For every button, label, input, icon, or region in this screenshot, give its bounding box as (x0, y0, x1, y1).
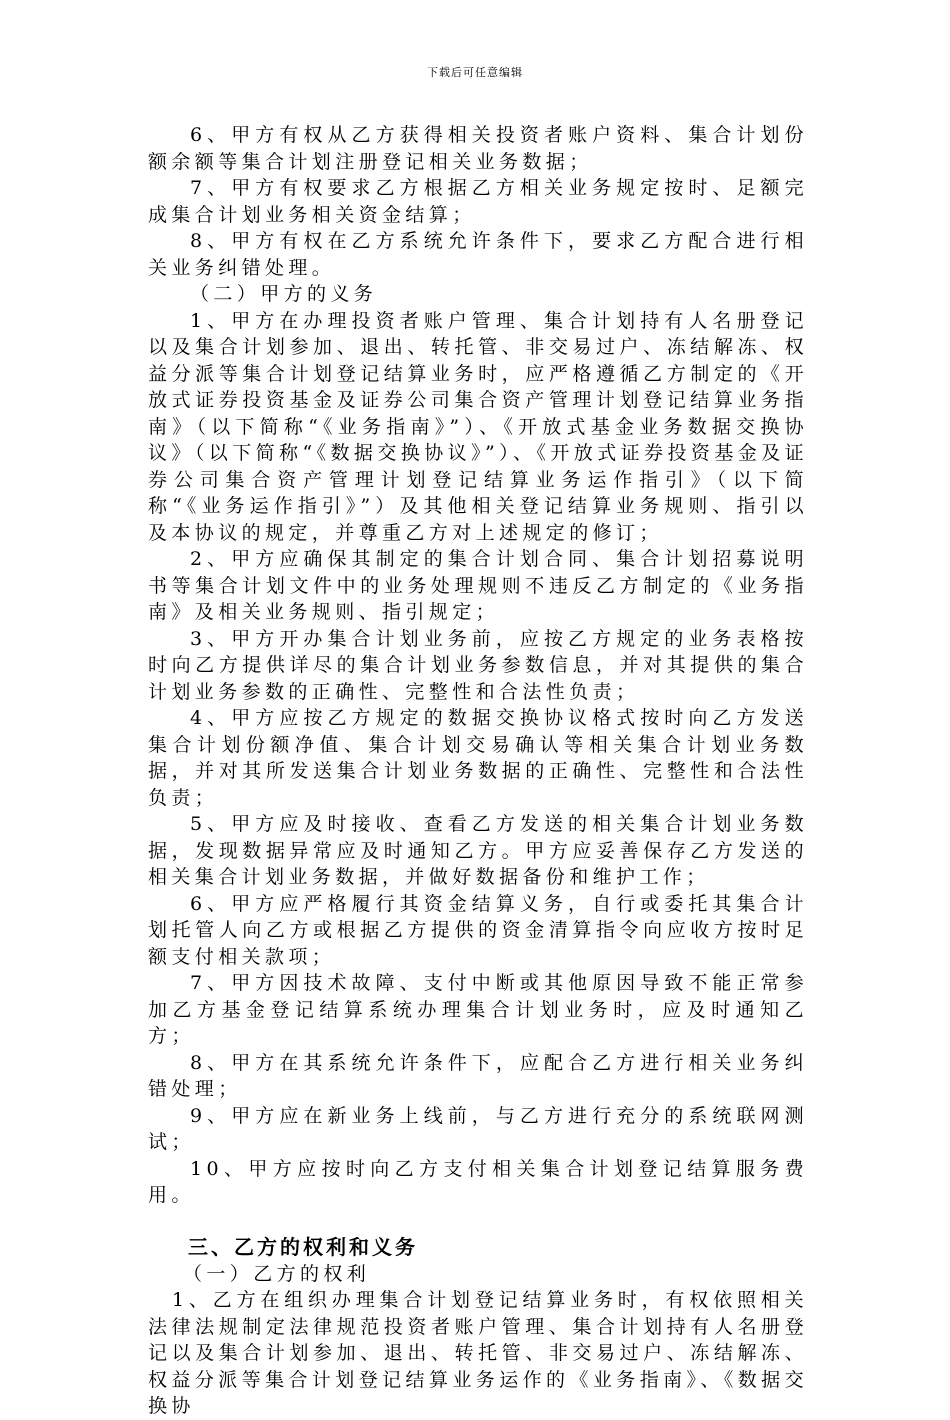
paragraph-right-6: 6、甲方有权从乙方获得相关投资者账户资料、集合计划份额余额等集合计划注册登记相关业务数据； (148, 124, 808, 173)
obligation-5: 5、甲方应及时接收、查看乙方发送的相关集合计划业务数据，发现数据异常应及时通知乙方。甲方应妥善保存乙方发送的相关集合计划业务数据，并做好数据备份和维护工作； (148, 813, 808, 888)
obligation-6: 6、甲方应严格履行其资金结算义务，自行或委托其集合计划托管人向乙方或根据乙方提供的资金清算指令向应收方按时足额支付相关款项； (148, 892, 808, 968)
obligation-3: 3、甲方开办集合计划业务前，应按乙方规定的业务表格按时向乙方提供详尽的集合计划业务参数信息，并对其提供的集合计划业务参数的正确性、完整性和合法性负责； (148, 627, 808, 703)
obligation-9: 9、甲方应在新业务上线前，与乙方进行充分的系统联网测试； (148, 1104, 808, 1153)
obligation-10: 10、甲方应按时向乙方支付相关集合计划登记结算服务费用。 (148, 1157, 808, 1206)
obligation-4: 4、甲方应按乙方规定的数据交换协议格式按时向乙方发送集合计划份额净值、集合计划交易确认等相关集合计划业务数据，并对其所发送集合计划业务数据的正确性、完整性和合法性负责； (148, 707, 808, 809)
paragraph-right-7: 7、甲方有权要求乙方根据乙方相关业务规定按时、足额完成集合计划业务相关资金结算； (148, 177, 808, 226)
obligation-2: 2、甲方应确保其制定的集合计划合同、集合计划招募说明书等集合计划文件中的业务处理规则不违反乙方制定的《业务指南》及相关业务规则、指引规定； (148, 548, 808, 623)
section-heading: 三、乙方的权利和义务 (188, 1234, 418, 1259)
party-b-right-1: 1、乙方在组织办理集合计划登记结算业务时，有权依照相关法律法规制定法律规范投资者账户管理、集合计划持有人名册登记以及集合计划参加、退出、转托管、非交易过户、冻结解冻、权益分派等集合计划登记结算业务运作的《业务指南》、《数据交换协 (148, 1289, 808, 1417)
page-header: 下载后可任意编辑 (427, 66, 523, 79)
subheading-party-a-obligations: （二）甲方的义务 (190, 283, 378, 305)
subheading-party-b-rights: （一）乙方的权利 (183, 1262, 371, 1285)
paragraph-right-8: 8、甲方有权在乙方系统允许条件下，要求乙方配合进行相关业务纠错处理。 (148, 230, 808, 279)
obligation-8: 8、甲方在其系统允许条件下，应配合乙方进行相关业务纠错处理； (148, 1051, 808, 1100)
obligation-1: 1、甲方在办理投资者账户管理、集合计划持有人名册登记以及集合计划参加、退出、转托管、非交易过户、冻结解冻、权益分派等集合计划登记结算业务时，应严格遵循乙方制定的《开放式证券投资基金及证券公司集合资产管理计划登记结算业务指南》（以下简称“《业务指南》”）、《开放式基金业务数据交换协议》（以下简称“《数据交换协议》”）、《开放式证券投资基金及证券公司集合资产管理计划登记结算业务运作指引》（以下简称“《业务运作指引》”）及其他相关登记结算业务规则、指引以及本协议的规定，并尊重乙方对上述规定的修订； (148, 309, 808, 544)
document-body (148, 122, 808, 1420)
obligation-7: 7、甲方因技术故障、支付中断或其他原因导致不能正常参加乙方基金登记结算系统办理集合计划业务时，应及时通知乙方； (148, 972, 808, 1047)
